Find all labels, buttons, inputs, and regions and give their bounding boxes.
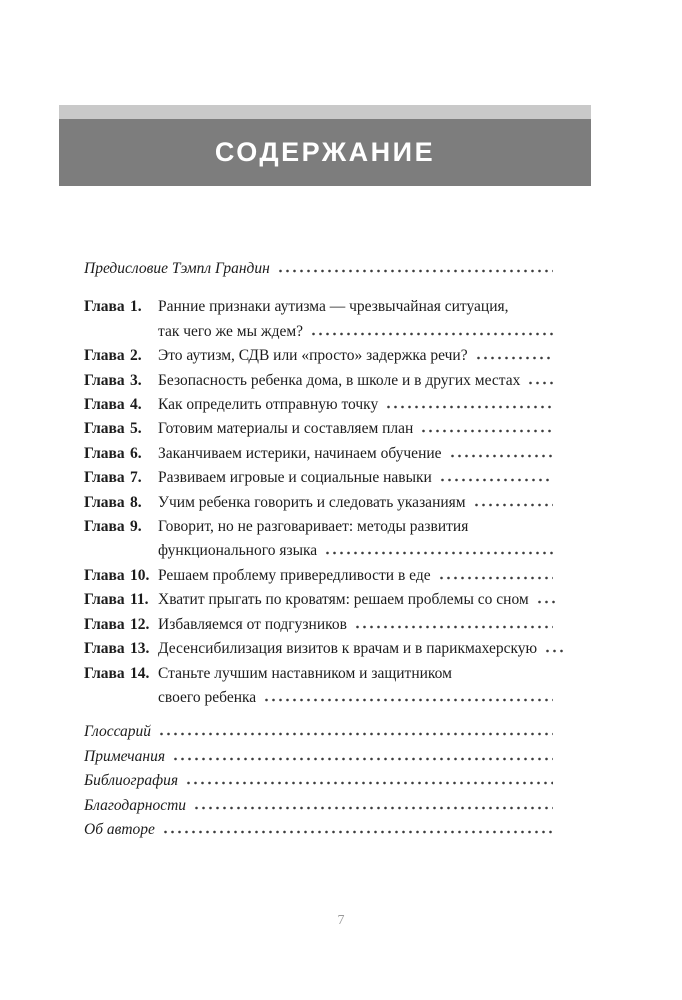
chapter-title [158,637,553,661]
toc-entry-preface[interactable] [84,257,553,281]
toc-entry-chapter[interactable] [84,417,553,441]
dot-leader [475,348,553,360]
chapter-title-line: Учим ребенка говорить и следовать указаниям [158,493,466,511]
chapter-title-line: Избавляемся от подгузников [158,615,347,633]
dot-leader [449,446,553,458]
dot-leader [439,470,553,482]
toc-entry-chapter[interactable] [84,637,553,661]
backmatter-title: Примечания [84,747,166,765]
backmatter-title: Об авторе [84,820,155,838]
toc-entry-chapter[interactable] [84,344,553,368]
chapter-list [84,295,553,710]
toc-entry-chapter[interactable] [84,491,553,515]
chapter-number: 9. [130,518,142,536]
dot-leader [310,324,553,336]
chapter-label: Глава [84,591,125,609]
table-of-contents [84,257,553,842]
chapter-title-line: своего ребенка [158,688,257,706]
dot-leader [277,261,553,273]
chapter-number: 8. [130,493,142,511]
page-number: 7 [337,913,345,928]
dot-leader [162,822,553,834]
toc-entry-backmatter[interactable] [84,769,553,793]
preface-title: Предисловие Тэмпл Грандин [84,260,270,277]
dot-leader [172,749,553,761]
chapter-title [158,466,553,490]
chapter-number: 4. [130,396,142,414]
toc-entry-chapter[interactable] [84,466,553,490]
chapter-number: 14. [130,664,150,682]
chapter-title [158,662,553,711]
toc-entry-chapter[interactable] [84,564,553,588]
chapter-number: 2. [130,347,142,365]
toc-entry-chapter[interactable] [84,442,553,466]
chapter-label: Глава [84,396,125,414]
dot-leader [473,495,553,507]
chapter-title-line: Заканчиваем истерики, начинаем обучение [158,444,442,462]
chapter-number: 7. [130,469,142,487]
toc-entry-chapter[interactable] [84,613,553,637]
banner-top-strip [59,105,591,119]
chapter-title [158,393,553,417]
chapter-number: 5. [130,420,142,438]
back-matter-list [84,720,553,842]
chapter-label: Глава [84,664,125,682]
chapter-label: Глава [84,347,125,365]
toc-entry-chapter[interactable] [84,295,553,344]
chapter-title-line: Развиваем игровые и социальные навыки [158,469,432,487]
dot-leader [158,724,553,736]
toc-entry-backmatter[interactable] [84,720,553,744]
chapter-title-line: Хватит прыгать по кроватям: решаем проблемы со сном [158,591,529,609]
backmatter-title: Библиография [84,772,179,790]
chapter-title-line: Ранние признаки аутизма — чрезвычайная ситуация, [158,298,509,316]
chapter-title-line: Это аутизм, СДВ или «просто» задержка речи? [158,347,468,365]
chapter-label: Глава [84,444,125,462]
chapter-number: 1. [130,298,142,316]
chapter-title [158,442,553,466]
chapter-label: Глава [84,298,125,316]
dot-leader [354,617,553,629]
banner-band [59,119,591,186]
chapter-number: 3. [130,371,142,389]
contents-banner [59,105,591,186]
chapter-label: Глава [84,640,125,658]
dot-leader [263,690,553,702]
dot-leader [385,397,553,409]
dot-leader [185,773,553,785]
chapter-number: 13. [130,640,150,658]
chapter-title [158,564,553,588]
dot-leader [420,421,553,433]
chapter-title [158,613,553,637]
chapter-title-line: Десенсибилизация визитов к врачам и в парикмахерскую [158,640,538,658]
chapter-title-line: Безопасность ребенка дома, в школе и в других местах [158,371,521,389]
dot-leader [527,373,553,385]
dot-leader [536,592,558,604]
chapter-label: Глава [84,566,125,584]
chapter-title [158,295,553,344]
chapter-title [158,491,553,515]
backmatter-title: Благодарности [84,796,187,814]
chapter-label: Глава [84,420,125,438]
toc-entry-chapter[interactable] [84,662,553,711]
chapter-number: 10. [130,566,150,584]
dot-leader [544,641,566,653]
page-title: СОДЕРЖАНИЕ [214,137,436,167]
chapter-number: 6. [130,444,142,462]
chapter-title-line: Говорит, но не разговаривает: методы развития [158,518,469,536]
chapter-title [158,369,553,393]
chapter-label: Глава [84,615,125,633]
toc-entry-backmatter[interactable] [84,794,553,818]
chapter-label: Глава [84,371,125,389]
chapter-title-line: Готовим материалы и составляем план [158,420,414,438]
chapter-label: Глава [84,518,125,536]
chapter-title-line: Решаем проблему привередливости в еде [158,566,431,584]
chapter-title-line: Как определить отправную точку [158,396,379,414]
chapter-number: 12. [130,615,150,633]
chapter-title [158,417,553,441]
toc-entry-backmatter[interactable] [84,818,553,842]
chapter-title [158,588,553,612]
chapter-title-line: так чего же мы ждем? [158,322,304,340]
toc-entry-chapter[interactable] [84,393,553,417]
chapter-label: Глава [84,469,125,487]
dot-leader [438,568,553,580]
chapter-number: 11. [130,591,149,609]
chapter-title-line: Станьте лучшим наставником и защитником [158,664,452,682]
toc-entry-backmatter[interactable] [84,745,553,769]
chapter-title-line: функционального языка [158,542,318,560]
chapter-label: Глава [84,493,125,511]
backmatter-title: Глоссарий [84,723,152,741]
dot-leader [324,543,553,555]
dot-leader [193,798,553,810]
chapter-title [158,344,553,368]
toc-entry-chapter[interactable] [84,515,553,564]
toc-entry-chapter[interactable] [84,588,553,612]
chapter-title [158,515,553,564]
toc-entry-chapter[interactable] [84,369,553,393]
